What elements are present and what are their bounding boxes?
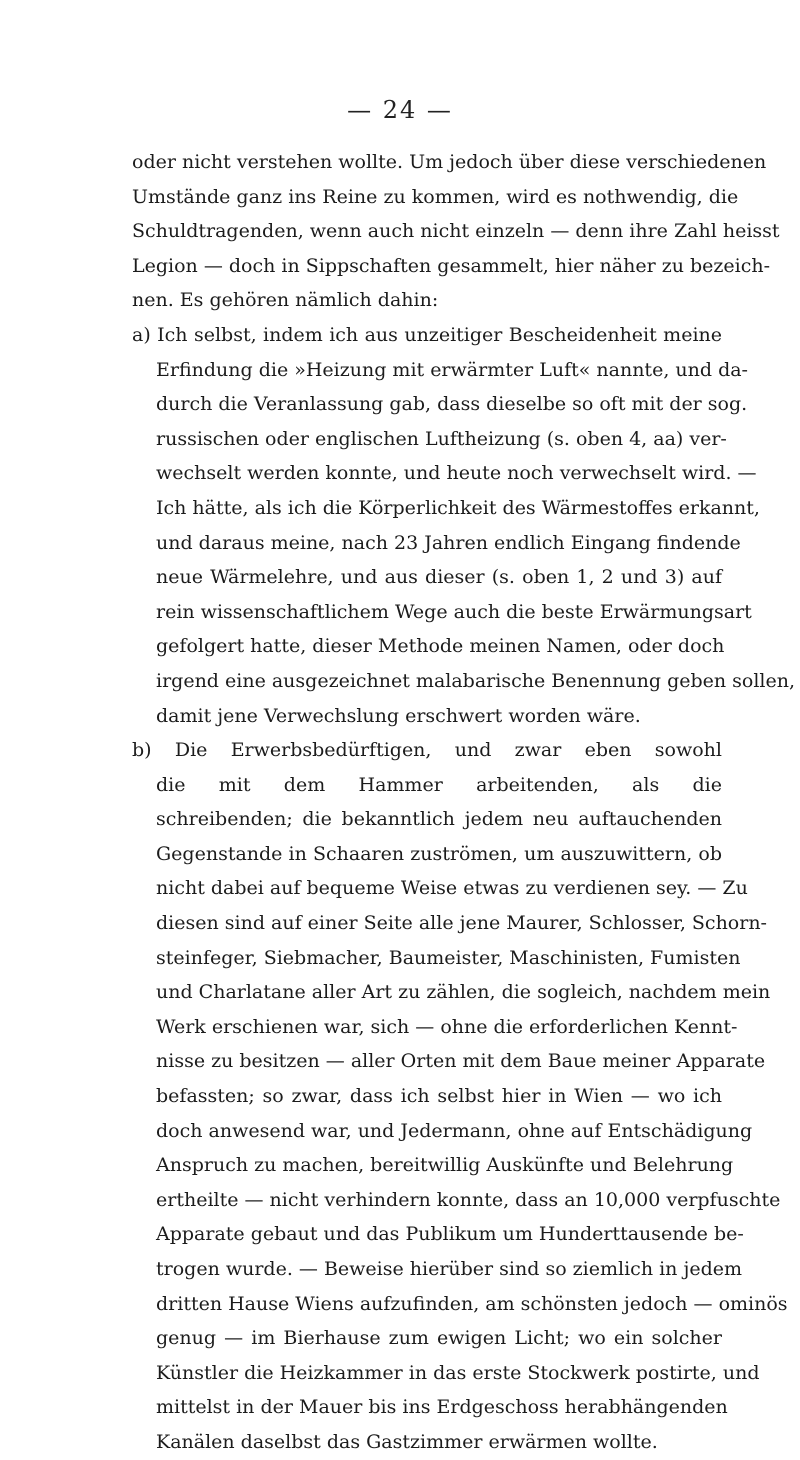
text-line: Ich hätte, als ich die Körperlichkeit des Wärmestoffes erkannt, bbox=[156, 496, 760, 519]
text-line: Kanälen daselbst das Gastzimmer erwärmen wollte. bbox=[156, 1430, 658, 1453]
text-line: wechselt werden konnte, und heute noch verwechselt wird. — bbox=[156, 462, 757, 485]
text-line: die mit dem Hammer arbeitenden, als die bbox=[156, 773, 722, 796]
text-line: ertheilte — nicht verhindern konnte, dass an 10,000 verpfuschte bbox=[156, 1188, 781, 1211]
text-line: mittelst in der Mauer bis ins Erdgeschoss herabhängenden bbox=[156, 1396, 728, 1419]
text-line: genug — im Bierhause zum ewigen Licht; wo ein solcher bbox=[156, 1327, 722, 1350]
text-line: diesen sind auf einer Seite alle jene Maurer, Schlosser, Schorn- bbox=[156, 912, 767, 935]
text-line: schreibenden; die bekanntlich jedem neu auftauchenden bbox=[156, 808, 722, 831]
text-line: dritten Hause Wiens aufzufinden, am schönsten jedoch — ominös bbox=[156, 1292, 788, 1315]
text-line: Gegenstande in Schaaren zuströmen, um auszuwittern, ob bbox=[156, 842, 722, 865]
page-number: — 24 — bbox=[347, 96, 453, 124]
text-line: durch die Veranlassung gab, dass dieselbe so oft mit der sog. bbox=[156, 393, 748, 416]
text-line: und daraus meine, nach 23 Jahren endlich Eingang findende bbox=[156, 531, 741, 554]
text-line: neue Wärmelehre, und aus dieser (s. oben 1, 2 und 3) auf bbox=[156, 566, 722, 589]
text-line: trogen wurde. — Beweise hierüber sind so ziemlich in jedem bbox=[156, 1258, 743, 1280]
text-line: Künstler die Heizkammer in das erste Stockwerk postirte, und bbox=[156, 1361, 760, 1384]
text-line: rein wissenschaftlichem Wege auch die beste Erwärmungsart bbox=[156, 600, 752, 623]
text-line: Apparate gebaut und das Publikum um Hunderttausende be- bbox=[156, 1223, 744, 1246]
text-line: befassten; so zwar, dass ich selbst hier in Wien — wo ich bbox=[156, 1085, 722, 1108]
text-line: irgend eine ausgezeichnet malabarische Benennung geben sollen, bbox=[156, 669, 796, 692]
text-line: gefolgert hatte, dieser Methode meinen Namen, oder doch bbox=[156, 635, 725, 658]
text-line: nen. Es gehören nämlich dahin: bbox=[132, 289, 439, 312]
body-text bbox=[132, 145, 796, 1460]
text-line: nisse zu besitzen — aller Orten mit dem Baue meiner Apparate bbox=[156, 1050, 766, 1073]
text-line: Anspruch zu machen, bereitwillig Auskünfte und Belehrung bbox=[156, 1154, 734, 1177]
text-line: damit jene Verwechslung erschwert worden wäre. bbox=[156, 704, 641, 727]
text-line: a) Ich selbst, indem ich aus unzeitiger Bescheidenheit meine bbox=[132, 323, 722, 346]
text-line: nicht dabei auf bequeme Weise etwas zu verdienen sey. — Zu bbox=[156, 877, 748, 900]
text-line: b) Die Erwerbsbedürftigen, und zwar eben sowohl bbox=[132, 739, 722, 762]
text-line: Schuldtragenden, wenn auch nicht einzeln — denn ihre Zahl heisst bbox=[132, 220, 780, 243]
text-line: doch anwesend war, und Jedermann, ohne auf Entschädigung bbox=[156, 1119, 753, 1142]
text-line: Legion — doch in Sippschaften gesammelt, hier näher zu bezeich- bbox=[132, 254, 771, 277]
text-line: Umstände ganz ins Reine zu kommen, wird es nothwendig, die bbox=[132, 185, 739, 208]
text-line: russischen oder englischen Luftheizung (s. oben 4, aa) ver- bbox=[156, 427, 727, 450]
text-line: und Charlatane aller Art zu zählen, die sogleich, nachdem mein bbox=[156, 981, 771, 1004]
text-line: steinfeger, Siebmacher, Baumeister, Maschinisten, Fumisten bbox=[156, 946, 741, 969]
text-line: Erfindung die »Heizung mit erwärmter Luft« nannte, und da- bbox=[156, 358, 748, 381]
text-line: oder nicht verstehen wollte. Um jedoch über diese verschiedenen bbox=[132, 151, 767, 173]
text-line: Werk erschienen war, sich — ohne die erforderlichen Kennt- bbox=[156, 1015, 738, 1038]
